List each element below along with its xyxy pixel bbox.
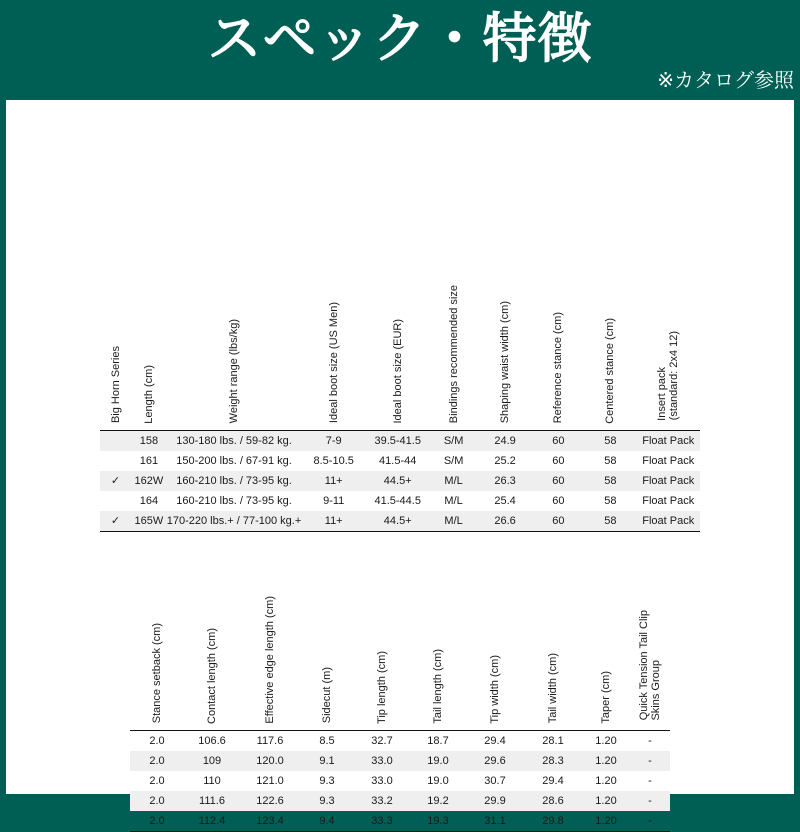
table-row [130, 811, 670, 832]
column-header-label: Effective edge length (cm) [264, 595, 276, 724]
table-cell: 28.1 [542, 734, 564, 747]
spec-panel [6, 100, 794, 827]
table-cell [100, 491, 131, 511]
table-cell: 26.3 [478, 471, 532, 491]
table-cell: 58 [604, 454, 617, 467]
table-cell: 1.20 [582, 791, 630, 811]
column-header-label: Tip width (cm) [489, 654, 501, 724]
column-header [100, 162, 131, 430]
table-cell: Float Pack [636, 430, 700, 451]
table-cell: S/M [429, 430, 478, 451]
geometry-spec-table [130, 498, 670, 832]
column-header-label: Weight range (lbs/kg) [228, 319, 240, 424]
table-cell: 158 [131, 430, 167, 451]
table-cell [100, 430, 131, 451]
table-cell: 41.5-44.5 [374, 494, 421, 507]
table-cell: 29.6 [466, 751, 524, 771]
table-row [130, 791, 670, 811]
table-cell: 11+ [301, 471, 366, 491]
table-cell: 2.0 [130, 791, 184, 811]
table-cell: 24.9 [478, 430, 532, 451]
column-header-label: Ideal boot size (EUR) [391, 318, 404, 424]
table-cell: 111.6 [184, 791, 240, 811]
table-cell: 33.0 [371, 774, 393, 787]
column-header [636, 162, 700, 430]
table-cell: 58 [584, 471, 636, 491]
table-cell: 28.3 [524, 751, 582, 771]
table-cell: 121.0 [256, 774, 284, 787]
column-header [184, 498, 240, 730]
column-header [301, 162, 366, 430]
catalog-reference-note: ※カタログ参照 [657, 68, 794, 92]
column-header [240, 498, 300, 730]
column-header [524, 498, 582, 730]
table-row [100, 430, 700, 451]
column-header [429, 162, 478, 430]
column-header-label: (standard: 2x4 12) [668, 331, 681, 421]
table-cell: 2.0 [130, 751, 184, 771]
table-cell: 60 [552, 454, 565, 467]
check-icon: ✓ [100, 511, 131, 532]
table-cell: 170-220 lbs.+ / 77-100 kg.+ [167, 511, 302, 532]
table-cell: 29.9 [466, 791, 524, 811]
column-header-label: Length (cm) [142, 364, 155, 424]
column-header-label: Skins Group [650, 659, 662, 721]
table-cell: 41.5-44 [379, 454, 417, 467]
table-cell: 33.0 [354, 751, 410, 771]
column-header-label: Big Horn Series [109, 346, 122, 424]
table-cell: 30.7 [484, 774, 506, 787]
table-cell: 33.2 [354, 791, 410, 811]
table-cell: 33.3 [354, 811, 410, 832]
table-cell: 120.0 [240, 751, 300, 771]
table-cell: 117.6 [256, 734, 284, 747]
table-cell: 25.2 [494, 454, 516, 467]
table-cell: 29.8 [524, 811, 582, 832]
column-header [478, 162, 532, 430]
table-cell: 11+ [301, 511, 366, 532]
table-cell: M/L [429, 511, 478, 532]
table-cell: 1.20 [582, 811, 630, 832]
table-cell: 26.6 [478, 511, 532, 532]
column-header-label: Stance setback (cm) [151, 623, 163, 724]
table-cell: 123.4 [240, 811, 300, 832]
table-cell: 19.0 [410, 751, 466, 771]
table-cell: Float Pack [642, 454, 695, 467]
column-header-label: Shaping waist width (cm) [499, 301, 512, 424]
table-cell: 19.2 [410, 791, 466, 811]
table-cell: 9.4 [300, 811, 354, 832]
column-header [466, 498, 524, 730]
table-cell: 112.4 [184, 811, 240, 832]
table-cell: Float Pack [636, 471, 700, 491]
table-cell: Float Pack [642, 494, 695, 507]
table-cell: 1.20 [595, 774, 617, 787]
table-cell: 28.6 [524, 791, 582, 811]
table-cell: S/M [443, 454, 464, 467]
column-header-label: Contact length (cm) [206, 627, 218, 724]
table-cell: 106.6 [198, 734, 226, 747]
table-cell: 8.5 [319, 734, 335, 747]
table-cell: 110 [203, 774, 221, 787]
table-cell: 1.20 [595, 734, 617, 747]
table-cell: - [630, 751, 670, 771]
column-header-label: Tail width (cm) [547, 653, 559, 724]
table-cell: M/L [444, 494, 463, 507]
table-cell: M/L [429, 471, 478, 491]
table-cell: 9.3 [300, 791, 354, 811]
table-row [130, 771, 670, 791]
column-header [131, 162, 167, 430]
table-cell: 58 [604, 494, 617, 507]
column-header-label: Quick Tension Tail Clip [638, 610, 650, 721]
table-cell: 29.4 [484, 734, 506, 747]
table-cell: - [648, 734, 652, 747]
column-header [300, 498, 354, 730]
table-cell: 2.0 [149, 774, 165, 787]
table-cell: 31.1 [466, 811, 524, 832]
table-cell: 18.7 [427, 734, 449, 747]
column-header-label: Bindings recommended size [447, 285, 460, 424]
table-row [100, 451, 700, 471]
size-spec-table [100, 162, 700, 532]
table-cell: 160-210 lbs. / 73-95 kg. [167, 471, 302, 491]
table-cell: 19.0 [427, 774, 449, 787]
column-header-label: Sidecut (m) [321, 667, 333, 724]
check-icon: ✓ [100, 471, 131, 491]
table-cell: 58 [584, 511, 636, 532]
column-header [366, 162, 429, 430]
table-cell: 25.4 [494, 494, 516, 507]
table-cell: - [630, 811, 670, 832]
table-cell: - [648, 774, 652, 787]
column-header [130, 498, 184, 730]
table-cell: 109 [184, 751, 240, 771]
page-title: スペック・特徴 [207, 7, 593, 70]
table-cell: 32.7 [371, 734, 393, 747]
table-cell: 162W [131, 471, 167, 491]
column-header [532, 162, 584, 430]
table-cell: 9.1 [300, 751, 354, 771]
table-cell: 44.5+ [366, 471, 429, 491]
table-cell: 19.3 [410, 811, 466, 832]
column-header-label: Reference stance (cm) [552, 312, 565, 424]
column-header-label: Taper (cm) [600, 670, 612, 724]
column-header [584, 162, 636, 430]
table-cell: 9.3 [319, 774, 335, 787]
table-row [130, 751, 670, 771]
table-cell: 8.5-10.5 [313, 454, 354, 467]
table-cell: 2.0 [149, 734, 165, 747]
table-cell: 164 [139, 494, 159, 507]
table-row [100, 471, 700, 491]
column-header [167, 162, 302, 430]
column-header-label: Tail length (cm) [432, 648, 444, 724]
table-cell: - [630, 791, 670, 811]
table-cell: 60 [532, 511, 584, 532]
table-cell: 130-180 lbs. / 59-82 kg. [167, 430, 302, 451]
table-cell: 122.6 [240, 791, 300, 811]
table-cell: 60 [552, 494, 565, 507]
table-cell: Float Pack [636, 511, 700, 532]
table-cell: 1.20 [582, 751, 630, 771]
table-cell: 165W [131, 511, 167, 532]
column-header-label: Insert pack [656, 366, 669, 421]
table-cell: 39.5-41.5 [366, 430, 429, 451]
table-cell: 160-210 lbs. / 73-95 kg. [176, 494, 292, 507]
table-cell: 60 [532, 430, 584, 451]
table-cell: 7-9 [301, 430, 366, 451]
table-cell: 9-11 [323, 494, 345, 507]
column-header [354, 498, 410, 730]
column-header [630, 498, 670, 730]
table-cell: 58 [584, 430, 636, 451]
table-cell: 150-200 lbs. / 67-91 kg. [176, 454, 292, 467]
table-cell: 2.0 [130, 811, 184, 832]
column-header [410, 498, 466, 730]
table-cell: 44.5+ [366, 511, 429, 532]
column-header-label: Centered stance (cm) [604, 317, 617, 424]
table-cell: 60 [532, 471, 584, 491]
column-header-label: Tip length (cm) [376, 650, 388, 724]
table-row [130, 730, 670, 751]
column-header-label: Ideal boot size (US Men) [327, 302, 340, 424]
column-header [582, 498, 630, 730]
table-cell: 29.4 [542, 774, 564, 787]
table-cell: 161 [139, 454, 159, 467]
table-cell [100, 451, 131, 471]
